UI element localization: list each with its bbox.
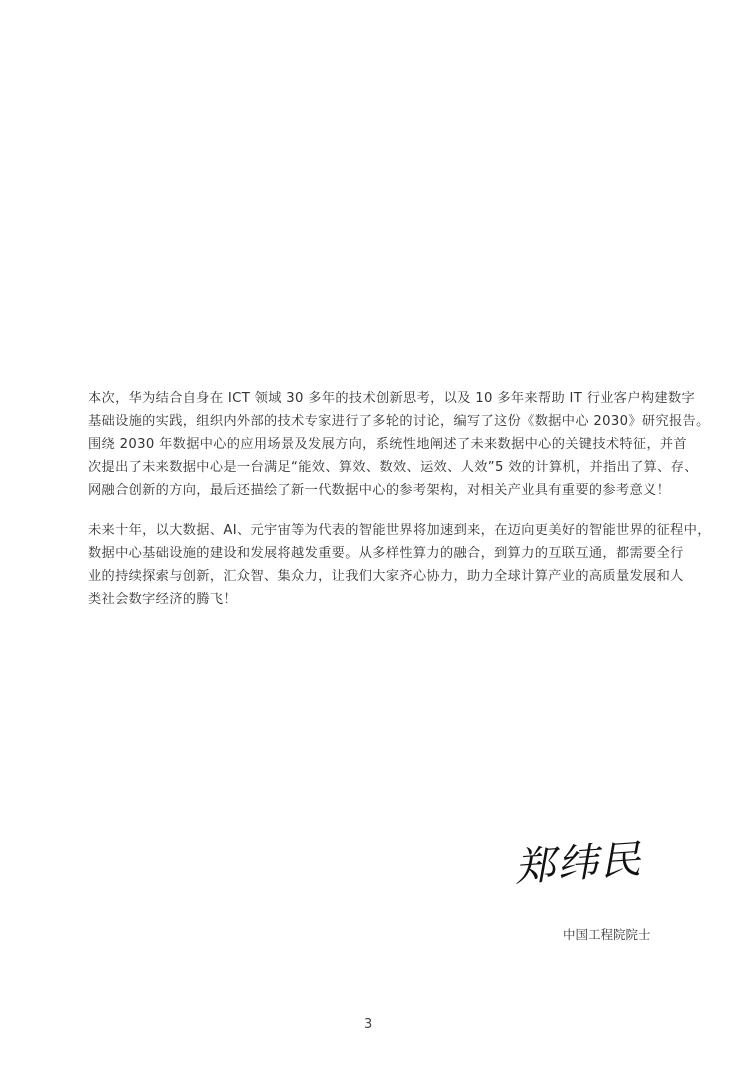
- text-line: 围绕 2030 年数据中心的应用场景及发展方向，系统性地阐述了未来数据中心的关键技术特征，并首: [88, 437, 688, 452]
- text-line: 未来十年，以大数据、AI、元宇宙等为代表的智能世界将加速到来，在迈向更美好的智能世界的征程中，: [88, 523, 711, 538]
- paragraph-1: [88, 387, 710, 502]
- text-line: 次提出了未来数据中心是一台满足“能效、算效、数效、运效、人效”5 效的计算机，并指出了算、存、: [88, 460, 698, 475]
- paragraph-2: [88, 519, 711, 611]
- text-line: 网融合创新的方向，最后还描绘了新一代数据中心的参考架构，对相关产业具有重要的参考意义！: [88, 483, 671, 498]
- signer-title: 中国工程院院士: [563, 927, 651, 942]
- text-line: 数据中心基础设施的建设和发展将越发重要。从多样性算力的融合，到算力的互联互通，都需要全行: [88, 546, 684, 561]
- handwritten-signature: 郑纬民: [513, 836, 651, 891]
- page-number: 3: [364, 1017, 373, 1032]
- text-line: 基础设施的实践，组织内外部的技术专家进行了多轮的讨论，编写了这份《数据中心 2030》研究报告。: [88, 414, 710, 429]
- text-line: 类社会数字经济的腾飞！: [88, 592, 237, 607]
- text-line: 本次，华为结合自身在 ICT 领域 30 多年的技术创新思考，以及 10 多年来帮助 IT 行业客户构建数字: [88, 391, 696, 406]
- text-line: 业的持续探索与创新，汇众智、集众力，让我们大家齐心协力，助力全球计算产业的高质量发展和人: [88, 569, 684, 584]
